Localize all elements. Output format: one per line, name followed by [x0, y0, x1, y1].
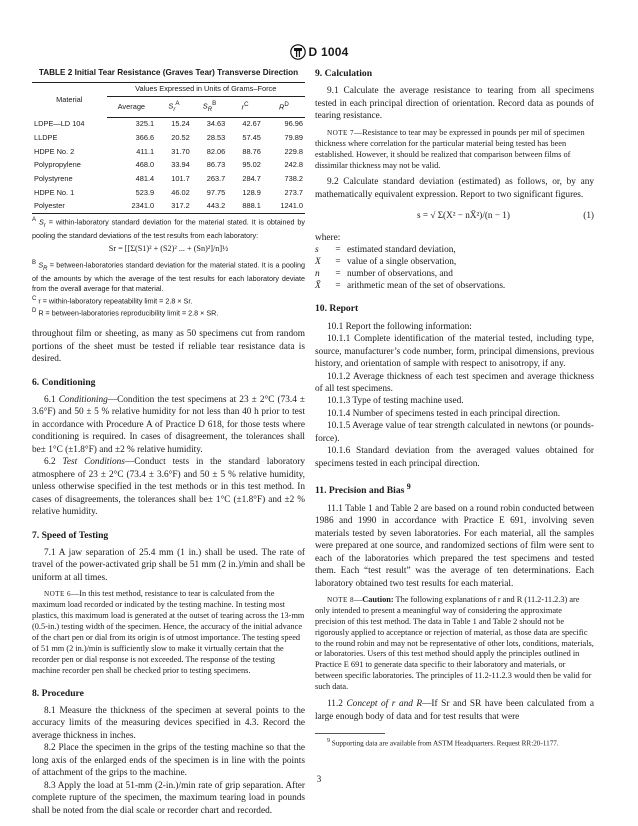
section-8-2: 8.2 Place the specimen in the grips of the testing machine so that the long axis of the enlarged ends of the specimen is in line with the points of attachment of the grips to the machine. [32, 743, 305, 779]
table2-material-header: Material [32, 82, 107, 117]
table2-footnote-d: $^D$ R = between-laboratories reproducibility limit = 2.8 × SR. [32, 308, 219, 318]
section-9-heading: 9. Calculation [315, 68, 373, 79]
section-7-1: 7.1 A jaw separation of 25.4 mm (1 in.) shall be used. The rate of travel of the power-activated grip shall be 51 mm (2 in.)/min and shall be uniform at all times. [32, 547, 305, 583]
left-column [32, 68, 305, 817]
section-9-2: 9.2 Calculate standard deviation (estimated) as follows, or, by any mathematically equivalent expression. Report to two significant figures. [315, 177, 594, 200]
section-10-1-5: 10.1.5 Average value of tear strength calculated in newtons (or pounds-force). [315, 421, 594, 444]
table-cell-value: 34.63 [206, 119, 226, 129]
footnote-9: $^9$ Supporting data are available from ASTM Headquarters. Request RR:20-1177. [327, 738, 559, 748]
table2-title: TABLE 2 Initial Tear Resistance (Graves Tear) Transverse Direction [38, 68, 299, 77]
table-cell-value: 96.96 [284, 119, 303, 129]
table-cell-value: 263.7 [206, 173, 226, 183]
section-9-1: 9.1 Calculate the average resistance to tearing from all specimens tested in each principal direction of orientation. Record data as pounds of tearing resistance. [315, 86, 594, 122]
where-item: s = estimated standard deviation, [315, 245, 456, 256]
table-cell-value: 523.9 [135, 187, 155, 197]
designation: D 1004 [308, 45, 349, 59]
footnote-divider [315, 733, 385, 734]
equation-number: (1) [583, 210, 594, 221]
where-label: where: [315, 232, 341, 243]
table-cell-value: 57.45 [242, 132, 261, 142]
section-10-1-4: 10.1.4 Number of specimens tested in each principal direction. [327, 408, 561, 419]
table-cell-value: 95.02 [242, 160, 261, 170]
section-10-1: 10.1 Report the following information: [327, 321, 472, 332]
where-item: n = number of observations, and [315, 269, 453, 280]
right-column [315, 68, 594, 748]
table-cell-value: 411.1 [136, 146, 155, 156]
section-10-1-1: 10.1.1 Complete identification of the material tested, including type, source, manufacturer’s code number, form, principal dimensions, previous history, and orientation of sample with respect to anisotropy, if any. [315, 334, 594, 370]
table-cell-value: 46.02 [171, 187, 190, 197]
table2-col-header: Average [107, 97, 157, 118]
table-cell-value: 31.70 [171, 146, 190, 156]
page-header [0, 44, 638, 65]
table-cell-value: 82.06 [206, 146, 226, 156]
table-cell-material: Polypropylene [34, 160, 81, 170]
section-10-heading: 10. Report [315, 303, 359, 315]
table-cell-value: 101.7 [171, 173, 190, 183]
table-cell-value: 366.6 [135, 132, 155, 142]
table-row [32, 172, 305, 186]
table2-col-header: $S_r^A$ [156, 97, 192, 118]
table2-footnote-b: $^B$ $S_R$ = between-laboratories standard deviation for the material stated. It is a pooling of the amounts by which the average of the test results for each laboratory deviate from the overall average for that material. [32, 260, 306, 293]
table-cell-material: Polyester [32, 200, 107, 214]
table2-col-header: $r^C$ [227, 97, 263, 118]
table-cell-material: LDPE—LD 104 [34, 119, 85, 129]
section-6-1: 6.1 Conditioning—Condition the test specimens at 23 ± 2°C (73.4 ± 3.6°F) and 50 ± 5 % relative humidity for not less than 40 h prior to test in accordance with Procedure A of Practice D 618, for those tests where conditioning is required. In cases of disagreement, the tolerances shall be± 1°C (±1.8°F) and ±2 % relative humidity. [32, 394, 306, 455]
table-cell-value: 88.76 [242, 146, 261, 156]
table-cell-value: 33.94 [171, 160, 190, 170]
section-10-1-6: 10.1.6 Standard deviation from the averaged values obtained for specimens tested in each principal direction. [315, 446, 594, 469]
note-8: NOTE 8—Caution: The following explanations of r and R (11.2-11.2.3) are only intended to present a meaningful way of considering the approximate precision of this test method. The data in Table 1 and Table 2 should not be rigorously applied to acceptance or rejection of material, as those data are specific to the round robin and may not be representative of other lots, conditions, materials, or laboratories. Users of this test method should apply the principles outlined in Practice E 691 to generate data specific to their laboratory and materials, or between specific laboratories. The principles of 11.2-11.2.3 would then be valid for such data. [315, 594, 594, 692]
where-item: X̄ = arithmetic mean of the set of observations. [315, 281, 506, 292]
section-10-1-3: 10.1.3 Type of testing machine used. [327, 396, 464, 407]
equation-1 [315, 209, 594, 221]
table-cell-value: 15.24 [171, 119, 190, 129]
equation-body: s = √ Σ(X² − nX̄²)/(n − 1) [417, 210, 510, 221]
table-cell-value: 1241.0 [263, 200, 305, 214]
section-11-2: 11.2 Concept of r and R—If Sr and SR have been calculated from a large enough body of data and for test results that were [315, 699, 594, 722]
table-cell-value: 28.53 [206, 132, 226, 142]
table-row [32, 131, 305, 145]
continued-paragraph: throughout film or sheeting, as many as 50 specimens cut from random portions of the sheet must be tested if reliable tear resistance data is desired. [32, 329, 305, 365]
section-7-heading: 7. Speed of Testing [32, 529, 109, 541]
table-cell-value: 317.2 [156, 200, 192, 214]
table-cell-value: 79.89 [284, 132, 303, 142]
table2-footnote-a-formula: Sr = [[Σ(S1)² + (S2)² ... + (Sn)²]/n]½ [108, 243, 229, 253]
section-8-3: 8.3 Apply the load at 51-mm (2-in.)/min rate of grip separation. After complete rupture of the specimen, the maximum tearing load in pounds shall be noted from the dial scale or recorder chart and recorded. [32, 780, 305, 816]
where-list [315, 244, 594, 292]
table-cell-value: 2341.0 [107, 200, 157, 214]
table-cell-value: 86.73 [206, 160, 226, 170]
table-cell-value: 229.8 [284, 146, 303, 156]
note-7: NOTE 7—Resistance to tear may be expressed in pounds per mil of specimen thickness where correlation for the particular material being tested has been established. However, it should be realized that comparison between films of dissimilar thickness may not be valid. [315, 127, 585, 170]
table-row [32, 159, 305, 173]
table-row [32, 200, 305, 214]
page-number: 3 [316, 774, 322, 784]
table2-span-header: Values Expressed in Units of Grams–Force [107, 82, 305, 97]
table-row [32, 117, 305, 131]
section-10-1-2: 10.1.2 Average thickness of each test specimen and average thickness of all test specimens. [315, 371, 594, 394]
table2-col-header: $S_R^B$ [192, 97, 228, 118]
table-cell-value: 738.2 [284, 173, 303, 183]
table-cell-material: LLDPE [34, 132, 58, 142]
table-cell-value: 325.1 [135, 119, 155, 129]
table-cell-value: 443.2 [192, 200, 228, 214]
section-8-1: 8.1 Measure the thickness of the specimen at several points to the accuracy limits of the measuring devices specified in 4.3. Record the average thickness in inches. [32, 706, 305, 741]
table-cell-value: 128.9 [242, 187, 261, 197]
table-cell-value: 273.7 [284, 187, 303, 197]
table-cell-value: 42.67 [242, 119, 261, 129]
table2-footnote-a: $^A$ $S_r$ = within-laboratory standard deviation for the material stated. It is obtained by pooling the standard deviations of the test results from each laboratory: [32, 217, 306, 241]
section-6-2: 6.2 Test Conditions—Conduct tests in the standard laboratory atmosphere of 23 ± 2°C (73.4 ± 3.6°F) and 50 ± 5 % relative humidity, unless otherwise specified in the test methods or in this test method. In cases of disagreements, the tolerances shall be± 1°C (±1.8°F) and ±2 % relative humidity. [32, 457, 305, 518]
where-item: X = value of a single observation, [315, 257, 457, 268]
table-cell-value: 97.75 [206, 187, 226, 197]
table-cell-value: 242.8 [284, 160, 303, 170]
section-11-1: 11.1 Table 1 and Table 2 are based on a round robin conducted between 1986 and 1990 in accordance with Practice E 691, involving seven materials tested by seven laboratories. For each material, all the samples were prepared at one source, and randomized sections of film were sent to each of the laboratories which prepared the test specimens and tested them. Each “test result” was the average of ten determinations. Each laboratory obtained two test results for each material. [315, 503, 594, 589]
section-8-heading: 8. Procedure [32, 687, 84, 699]
note-6: NOTE 6—In this test method, resistance to tear is calculated from the maximum load recorded or indicated by the testing machine. In testing most plastics, this maximum load is generated at the outset of tearing across the 13-mm (0.5-in.) testing width of the specimen. Hence, the accuracy of the initial advance of the chart pen or dial from its origin is of utmost importance. The testing speed of 51 mm (2 in.)/min is sufficiently slow to make it virtually certain that the recorder pen or dial response is not exceeded. The response of the testing machine recorder pen shall be checked prior to testing specimens. [32, 589, 305, 675]
table-cell-material: HDPE No. 2 [34, 146, 75, 156]
table-row [32, 145, 305, 159]
section-6-heading: 6. Conditioning [32, 376, 96, 388]
table2-col-header: $R^D$ [263, 97, 305, 118]
table-cell-value: 468.0 [135, 160, 155, 170]
section-11-heading: 11. Precision and Bias $^9$ [315, 482, 411, 497]
table-cell-value: 284.7 [242, 173, 261, 183]
table-cell-value: 888.1 [227, 200, 263, 214]
table-row [32, 186, 305, 200]
table-cell-material: HDPE No. 1 [34, 187, 75, 197]
table-cell-material: Polystyrene [34, 173, 73, 183]
table2-footnote-c: $^C$ r = within-laboratory repeatability limit = 2.8 × Sr. [32, 295, 193, 306]
table2 [32, 82, 305, 215]
astm-logo-icon [290, 44, 306, 60]
table-cell-value: 20.52 [171, 132, 190, 142]
table-cell-value: 481.4 [135, 173, 155, 183]
